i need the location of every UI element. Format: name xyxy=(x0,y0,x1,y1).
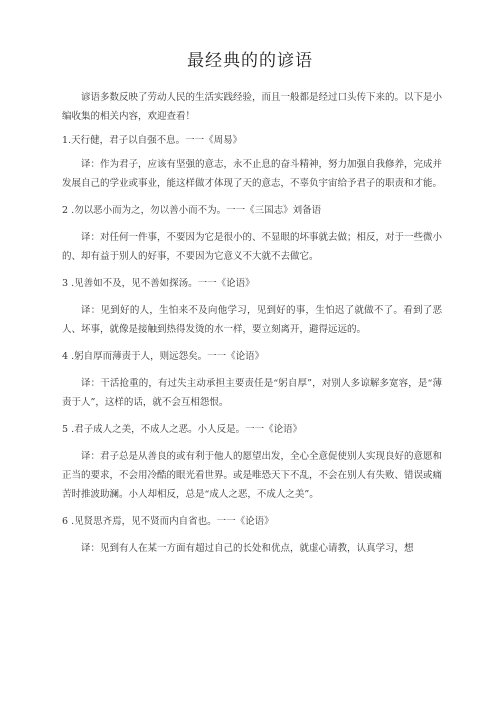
proverb-1-translation: 译：作为君子，应该有坚强的意志，永不止息的奋斗精神，努力加强自我修养，完成并发展自己的学业或事业，能这样做才体现了天的意志，不辜负宇宙给予君子的职责和才能。 xyxy=(62,159,443,189)
proverb-3-translation: 译：见到好的人，生怕来不及向他学习，见到好的事，生怕迟了就做不了。看到了恶人、坏事，就像是接触到热得发烫的水一样，要立刻离开，避得远远的。 xyxy=(62,305,442,335)
proverb-2-quote: 2 .勿以恶小而为之，勿以善小而不为。一一《三国志》刘备语 xyxy=(62,205,322,216)
proverb-6-translation: 译：见到有人在某一方面有超过自己的长处和优点，就虚心请教，认真学习，想 xyxy=(81,543,414,554)
proverb-2-translation: 译：对任何一件事，不要因为它是很小的、不显眼的坏事就去做；相反，对于一些微小的、却有益于别人的好事，不要因为它意义不大就不去做它。 xyxy=(62,232,443,262)
document-title: 最经典的的谚语 xyxy=(187,51,313,71)
intro-paragraph: 谚语多数反映了劳动人民的生活实践经验，而且一般都是经过口头传下来的。以下是小编收集的相关内容，欢迎查看！ xyxy=(62,92,443,122)
proverb-4-quote: 4 .躬自厚而薄责于人，则远怨矣。一一《论语》 xyxy=(62,351,265,362)
proverb-5-quote: 5 .君子成人之美，不成人之恶。小人反是。一一《论语》 xyxy=(62,424,303,435)
proverb-3-quote: 3 .见善如不及，见不善如探汤。一一《论语》 xyxy=(62,278,255,289)
proverb-4-translation: 译：干活抢重的，有过失主动承担主要责任是“躬自厚”，对别人多谅解多宽容，是“薄责于人”，这样的话，就不会互相怨恨。 xyxy=(62,378,442,408)
proverb-1-quote: 1.天行健，君子以自强不息。一一《周易》 xyxy=(62,135,243,146)
proverb-6-quote: 6 .见贤思齐焉，见不贤而内自省也。一一《论语》 xyxy=(62,516,274,527)
document-body xyxy=(62,88,442,558)
proverb-5-translation: 译：君子总是从善良的或有利于他人的愿望出发，全心全意促使别人实现良好的意愿和正当的要求，不会用冷酷的眼光看世界。或是唯恐天下不乱，不会在别人有失败、错误或痛苦时推波助澜。小人却相反，总是“成人之恶，不成人之美”。 xyxy=(62,451,443,500)
